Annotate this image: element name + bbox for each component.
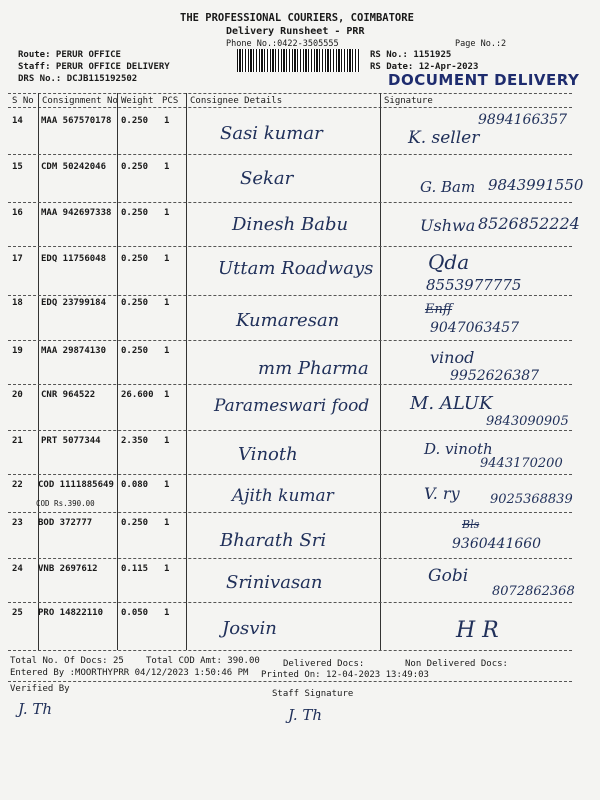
row-consignment: VNB 2697612 (38, 564, 98, 574)
row-consignee: Sasi kumar (220, 123, 323, 144)
row-consignee: Ajith kumar (232, 486, 334, 506)
row-pcs: 1 (164, 436, 170, 446)
verified-by-signature: J. Th (18, 700, 53, 718)
row-signature: Qda (428, 250, 470, 274)
column-header-pcs: PCS (162, 96, 179, 106)
document-title: Delivery Runsheet - PRR (226, 26, 365, 37)
row-pcs: 1 (164, 298, 170, 308)
row-signature: K. seller (408, 128, 480, 148)
row-consignee: Srinivasan (226, 572, 323, 593)
row-weight: 0.050 (121, 608, 149, 618)
barcode (237, 49, 360, 72)
row-consignment: CDM 50242046 (41, 162, 107, 172)
row-consignee: Josvin (222, 618, 277, 639)
column-header-consignee: Consignee Details (190, 96, 283, 106)
row-sno: 15 (12, 162, 23, 172)
row-consignment: EDQ 23799184 (41, 298, 107, 308)
row-consignee: Bharath Sri (220, 530, 327, 551)
delivered-docs: Delivered Docs: (283, 659, 365, 669)
row-pcs: 1 (164, 564, 170, 574)
row-signature: Gobi (428, 566, 469, 586)
row-phone: 8526852224 (478, 214, 580, 233)
row-consignment: COD 1111885649 (38, 480, 114, 490)
staff-signature-label: Staff Signature (272, 689, 354, 699)
phone-number: Phone No.:0422-3505555 (226, 39, 339, 49)
row-pcs: 1 (164, 480, 170, 490)
row-pcs: 1 (164, 116, 170, 126)
row-signature: Enff (425, 302, 453, 317)
row-sno: 16 (12, 208, 23, 218)
entered-by: Entered By :MOORTHYPRR 04/12/2023 1:50:46 PM (10, 668, 249, 678)
column-divider (186, 93, 187, 650)
row-weight: 0.115 (121, 564, 149, 574)
row-weight: 0.250 (121, 162, 149, 172)
row-sno: 24 (12, 564, 23, 574)
row-sno: 17 (12, 254, 23, 264)
row-pcs: 1 (164, 346, 170, 356)
row-consignment: CNR 964522 (41, 390, 96, 400)
row-sno: 19 (12, 346, 23, 356)
row-sno: 14 (12, 116, 23, 126)
row-phone: 9047063457 (430, 320, 520, 336)
row-consignee: Vinoth (238, 444, 298, 465)
row-weight: 0.250 (121, 298, 149, 308)
non-delivered-docs: Non Delivered Docs: (405, 659, 508, 669)
column-header-weight: Weight (121, 96, 154, 106)
row-signature: vinod (430, 348, 475, 367)
row-pcs: 1 (164, 162, 170, 172)
row-sno: 22 (12, 480, 23, 490)
row-consignee: Parameswari food (214, 396, 370, 416)
row-phone: 9952626387 (450, 368, 540, 384)
row-phone: 8072862368 (492, 584, 575, 599)
row-consignment: MAA 567570178 (41, 116, 112, 126)
row-weight: 0.250 (121, 346, 149, 356)
row-consignee: Sekar (240, 168, 294, 189)
row-pcs: 1 (164, 608, 170, 618)
row-sno: 21 (12, 436, 23, 446)
row-consignment: PRO 14822110 (38, 608, 104, 618)
row-sno: 18 (12, 298, 23, 308)
row-sno: 25 (12, 608, 23, 618)
row-weight: 26.600 (121, 390, 154, 400)
row-divider (8, 154, 572, 155)
row-weight: 0.080 (121, 480, 149, 490)
row-consignment: EDQ 11756048 (41, 254, 107, 264)
row-cod-amount: COD Rs.390.00 (36, 499, 95, 508)
row-consignee: Dinesh Babu (232, 214, 349, 235)
verified-by-label: Verified By (10, 684, 70, 694)
route: Route: PERUR OFFICE (18, 50, 121, 60)
rs-number: RS No.: 1151925 (370, 50, 452, 60)
row-divider (8, 558, 572, 559)
row-sno: 20 (12, 390, 23, 400)
row-signature: D. vinoth (424, 440, 493, 458)
company-name: THE PROFESSIONAL COURIERS, COIMBATORE (180, 12, 414, 24)
row-divider (8, 295, 572, 296)
row-divider (8, 602, 572, 603)
row-weight: 2.350 (121, 436, 149, 446)
row-divider (8, 384, 572, 385)
table-bottom-rule (8, 650, 572, 651)
row-consignment: PRT 5077344 (41, 436, 101, 446)
row-pcs: 1 (164, 254, 170, 264)
row-pcs: 1 (164, 518, 170, 528)
row-consignment: BOD 372777 (38, 518, 93, 528)
row-divider (8, 246, 572, 247)
row-weight: 0.250 (121, 518, 149, 528)
row-phone: 9025368839 (490, 492, 573, 507)
column-header-signature: Signature (384, 96, 433, 106)
row-divider (8, 340, 572, 341)
total-cod-amount: Total COD Amt: 390.00 (146, 656, 260, 666)
row-sno: 23 (12, 518, 23, 528)
printed-on: Printed On: 12-04-2023 13:49:03 (261, 670, 429, 680)
row-phone: 9843090905 (486, 414, 569, 429)
staff: Staff: PERUR OFFICE DELIVERY (18, 62, 170, 72)
row-pcs: 1 (164, 390, 170, 400)
row-divider (8, 430, 572, 431)
footer-rule (8, 681, 572, 682)
row-signature: Ushwa (420, 216, 476, 235)
row-signature: V. ry (424, 484, 460, 503)
row-signature: M. ALUK (410, 393, 493, 414)
page-number: Page No.:2 (455, 39, 507, 49)
row-pcs: 1 (164, 208, 170, 218)
row-signature: Bls (462, 518, 480, 531)
row-divider (8, 474, 572, 475)
row-phone: 9843991550 (488, 176, 584, 194)
row-divider (8, 512, 572, 513)
row-divider (8, 202, 572, 203)
header-bottom-rule (8, 107, 572, 108)
row-consignee: Uttam Roadways (218, 258, 374, 279)
column-header-consignment: Consignment No (42, 96, 118, 106)
total-docs: Total No. Of Docs: 25 (10, 656, 124, 666)
row-weight: 0.250 (121, 116, 149, 126)
row-phone: 9443170200 (480, 456, 563, 471)
column-header-sno: S No (12, 96, 34, 106)
row-signature: H R (456, 618, 499, 643)
staff-signature: J. Th (288, 706, 323, 724)
row-phone: 9894166357 (478, 112, 568, 128)
header-top-rule (8, 93, 572, 94)
row-consignee: mm Pharma (258, 358, 369, 379)
row-consignment: MAA 29874130 (41, 346, 107, 356)
column-divider (380, 93, 381, 650)
row-phone: 9360441660 (452, 536, 542, 552)
row-weight: 0.250 (121, 208, 149, 218)
row-weight: 0.250 (121, 254, 149, 264)
rs-date: RS Date: 12-Apr-2023 (370, 62, 479, 72)
column-divider (117, 93, 118, 650)
row-signature: G. Bam (420, 178, 476, 196)
row-consignee: Kumaresan (236, 310, 340, 331)
drs-number: DRS No.: DCJB115192502 (18, 74, 138, 84)
row-consignment: MAA 942697338 (41, 208, 112, 218)
row-phone: 8553977775 (426, 276, 522, 294)
document-delivery-stamp: DOCUMENT DELIVERY (388, 71, 580, 89)
